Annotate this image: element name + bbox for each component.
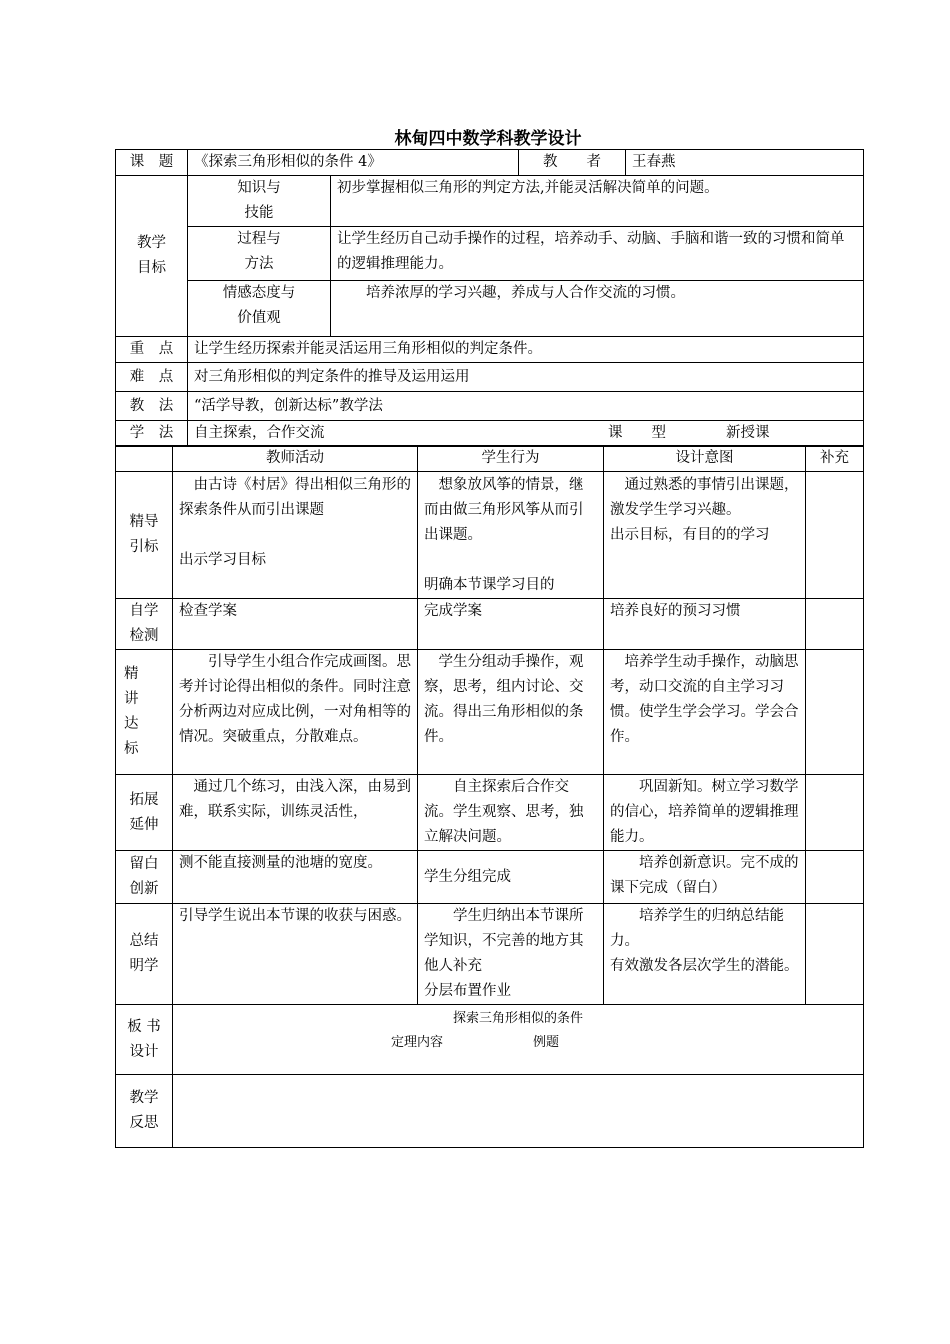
key-point-label: 重 点	[116, 337, 188, 363]
stage-supplement	[806, 851, 864, 904]
stage-intent: 培养良好的预习习惯	[604, 599, 806, 650]
goal-process-label: 过程与 方法	[188, 227, 331, 281]
board-columns	[179, 1031, 857, 1055]
goal-knowledge-label: 知识与 技能	[188, 176, 331, 227]
study-text: 自主探索，合作交流	[194, 425, 325, 441]
header-student: 学生行为	[418, 446, 604, 472]
stage-student: 完成学案	[418, 599, 604, 650]
stage-teacher: 引导学生说出本节课的收获与困惑。	[173, 904, 418, 1005]
board-title: 探索三角形相似的条件	[452, 1011, 583, 1026]
difficulty-text: 对三角形相似的判定条件的推导及运用运用	[188, 363, 864, 392]
stage-name: 总结 明学	[116, 904, 173, 1005]
stage-supplement	[806, 775, 864, 851]
study-label: 学 法	[116, 421, 188, 447]
process-table	[115, 445, 864, 1148]
stage-teacher: 通过几个练习，由浅入深，由易到难，联系实际，训练灵活性，	[173, 775, 418, 851]
stage-student: 学生归纳出本节课所学知识，不完善的地方其他人补充 分层布置作业	[418, 904, 604, 1005]
method-text: “活学导教，创新达标”教学法	[188, 392, 864, 421]
stage-supplement	[806, 472, 864, 599]
stage-student: 学生分组完成	[418, 851, 604, 904]
header-teacher: 教师活动	[173, 446, 418, 472]
stage-teacher: 检查学案	[173, 599, 418, 650]
reflection-label: 教学 反思	[116, 1075, 173, 1148]
key-point-text: 让学生经历探索并能灵活运用三角形相似的判定条件。	[188, 337, 864, 363]
header-intent: 设计意图	[604, 446, 806, 472]
stage-supplement	[806, 904, 864, 1005]
page-title: 林甸四中数学科教学设计	[394, 129, 582, 149]
stage-supplement	[806, 650, 864, 775]
method-label: 教 法	[116, 392, 188, 421]
stage-teacher: 由古诗《村居》得出相似三角形的探索条件从而引出课题 出示学习目标	[173, 472, 418, 599]
board-label: 板 书 设计	[116, 1005, 173, 1075]
stage-name: 自学 检测	[116, 599, 173, 650]
goal-process-text: 让学生经历自己动手操作的过程，培养动手、动脑、手脑和谐一致的习惯和简单的逻辑推理能力。	[331, 227, 864, 281]
goal-attitude-label: 情感态度与 价值观	[188, 281, 331, 337]
stage-name: 精导 引标	[116, 472, 173, 599]
board-right: 例题	[533, 1035, 560, 1050]
study-row	[188, 421, 864, 447]
stage-name: 拓展 延伸	[116, 775, 173, 851]
goal-knowledge-text: 初步掌握相似三角形的判定方法,并能灵活解决简单的问题。	[331, 176, 864, 227]
stage-name: 留白 创新	[116, 851, 173, 904]
type-label: 课 型	[608, 425, 666, 441]
goals-label: 教学 目标	[116, 176, 188, 337]
board-left: 定理内容	[391, 1035, 444, 1050]
stage-name: 精 讲 达 标	[116, 650, 173, 775]
header-supplement: 补充	[806, 446, 864, 472]
stage-intent: 通过熟悉的事情引出课题，激发学生学习兴趣。 出示目标，有目的的学习	[604, 472, 806, 599]
stage-intent: 巩固新知。树立学习数学的信心，培养简单的逻辑推理能力。	[604, 775, 806, 851]
stage-student: 想象放风筝的情景，继而由做三角形风筝从而引出课题。 明确本节课学习目的	[418, 472, 604, 599]
difficulty-label: 难 点	[116, 363, 188, 392]
stage-intent: 培养创新意识。完不成的课下完成（留白）	[604, 851, 806, 904]
stage-teacher: 引导学生小组合作完成画图。思考并讨论得出相似的条件。同时注意分析两边对应成比例，一对角相等的情况。突破重点，分散难点。	[173, 650, 418, 775]
type-value: 新授课	[726, 425, 770, 441]
topic-label: 课 题	[116, 150, 188, 176]
header-table	[115, 149, 864, 447]
teacher-value: 王春燕	[626, 150, 864, 176]
goal-attitude-text: 培养浓厚的学习兴趣，养成与人合作交流的习惯。	[331, 281, 864, 337]
stage-supplement	[806, 599, 864, 650]
stage-intent: 培养学生的归纳总结能力。 有效激发各层次学生的潜能。	[604, 904, 806, 1005]
stage-intent: 培养学生动手操作，动脑思考，动口交流的自主学习习惯。使学生学会学习。学会合作。	[604, 650, 806, 775]
topic-value: 《探索三角形相似的条件 4》	[188, 150, 519, 176]
teacher-label: 教 者	[519, 150, 626, 176]
stage-student: 自主探索后合作交流。学生观察、思考，独立解决问题。	[418, 775, 604, 851]
stage-teacher: 测不能直接测量的池塘的宽度。	[173, 851, 418, 904]
stage-student: 学生分组动手操作，观察，思考，组内讨论、交流。得出三角形相似的条件。	[418, 650, 604, 775]
board-content	[173, 1005, 864, 1075]
reflection-content	[173, 1075, 864, 1148]
